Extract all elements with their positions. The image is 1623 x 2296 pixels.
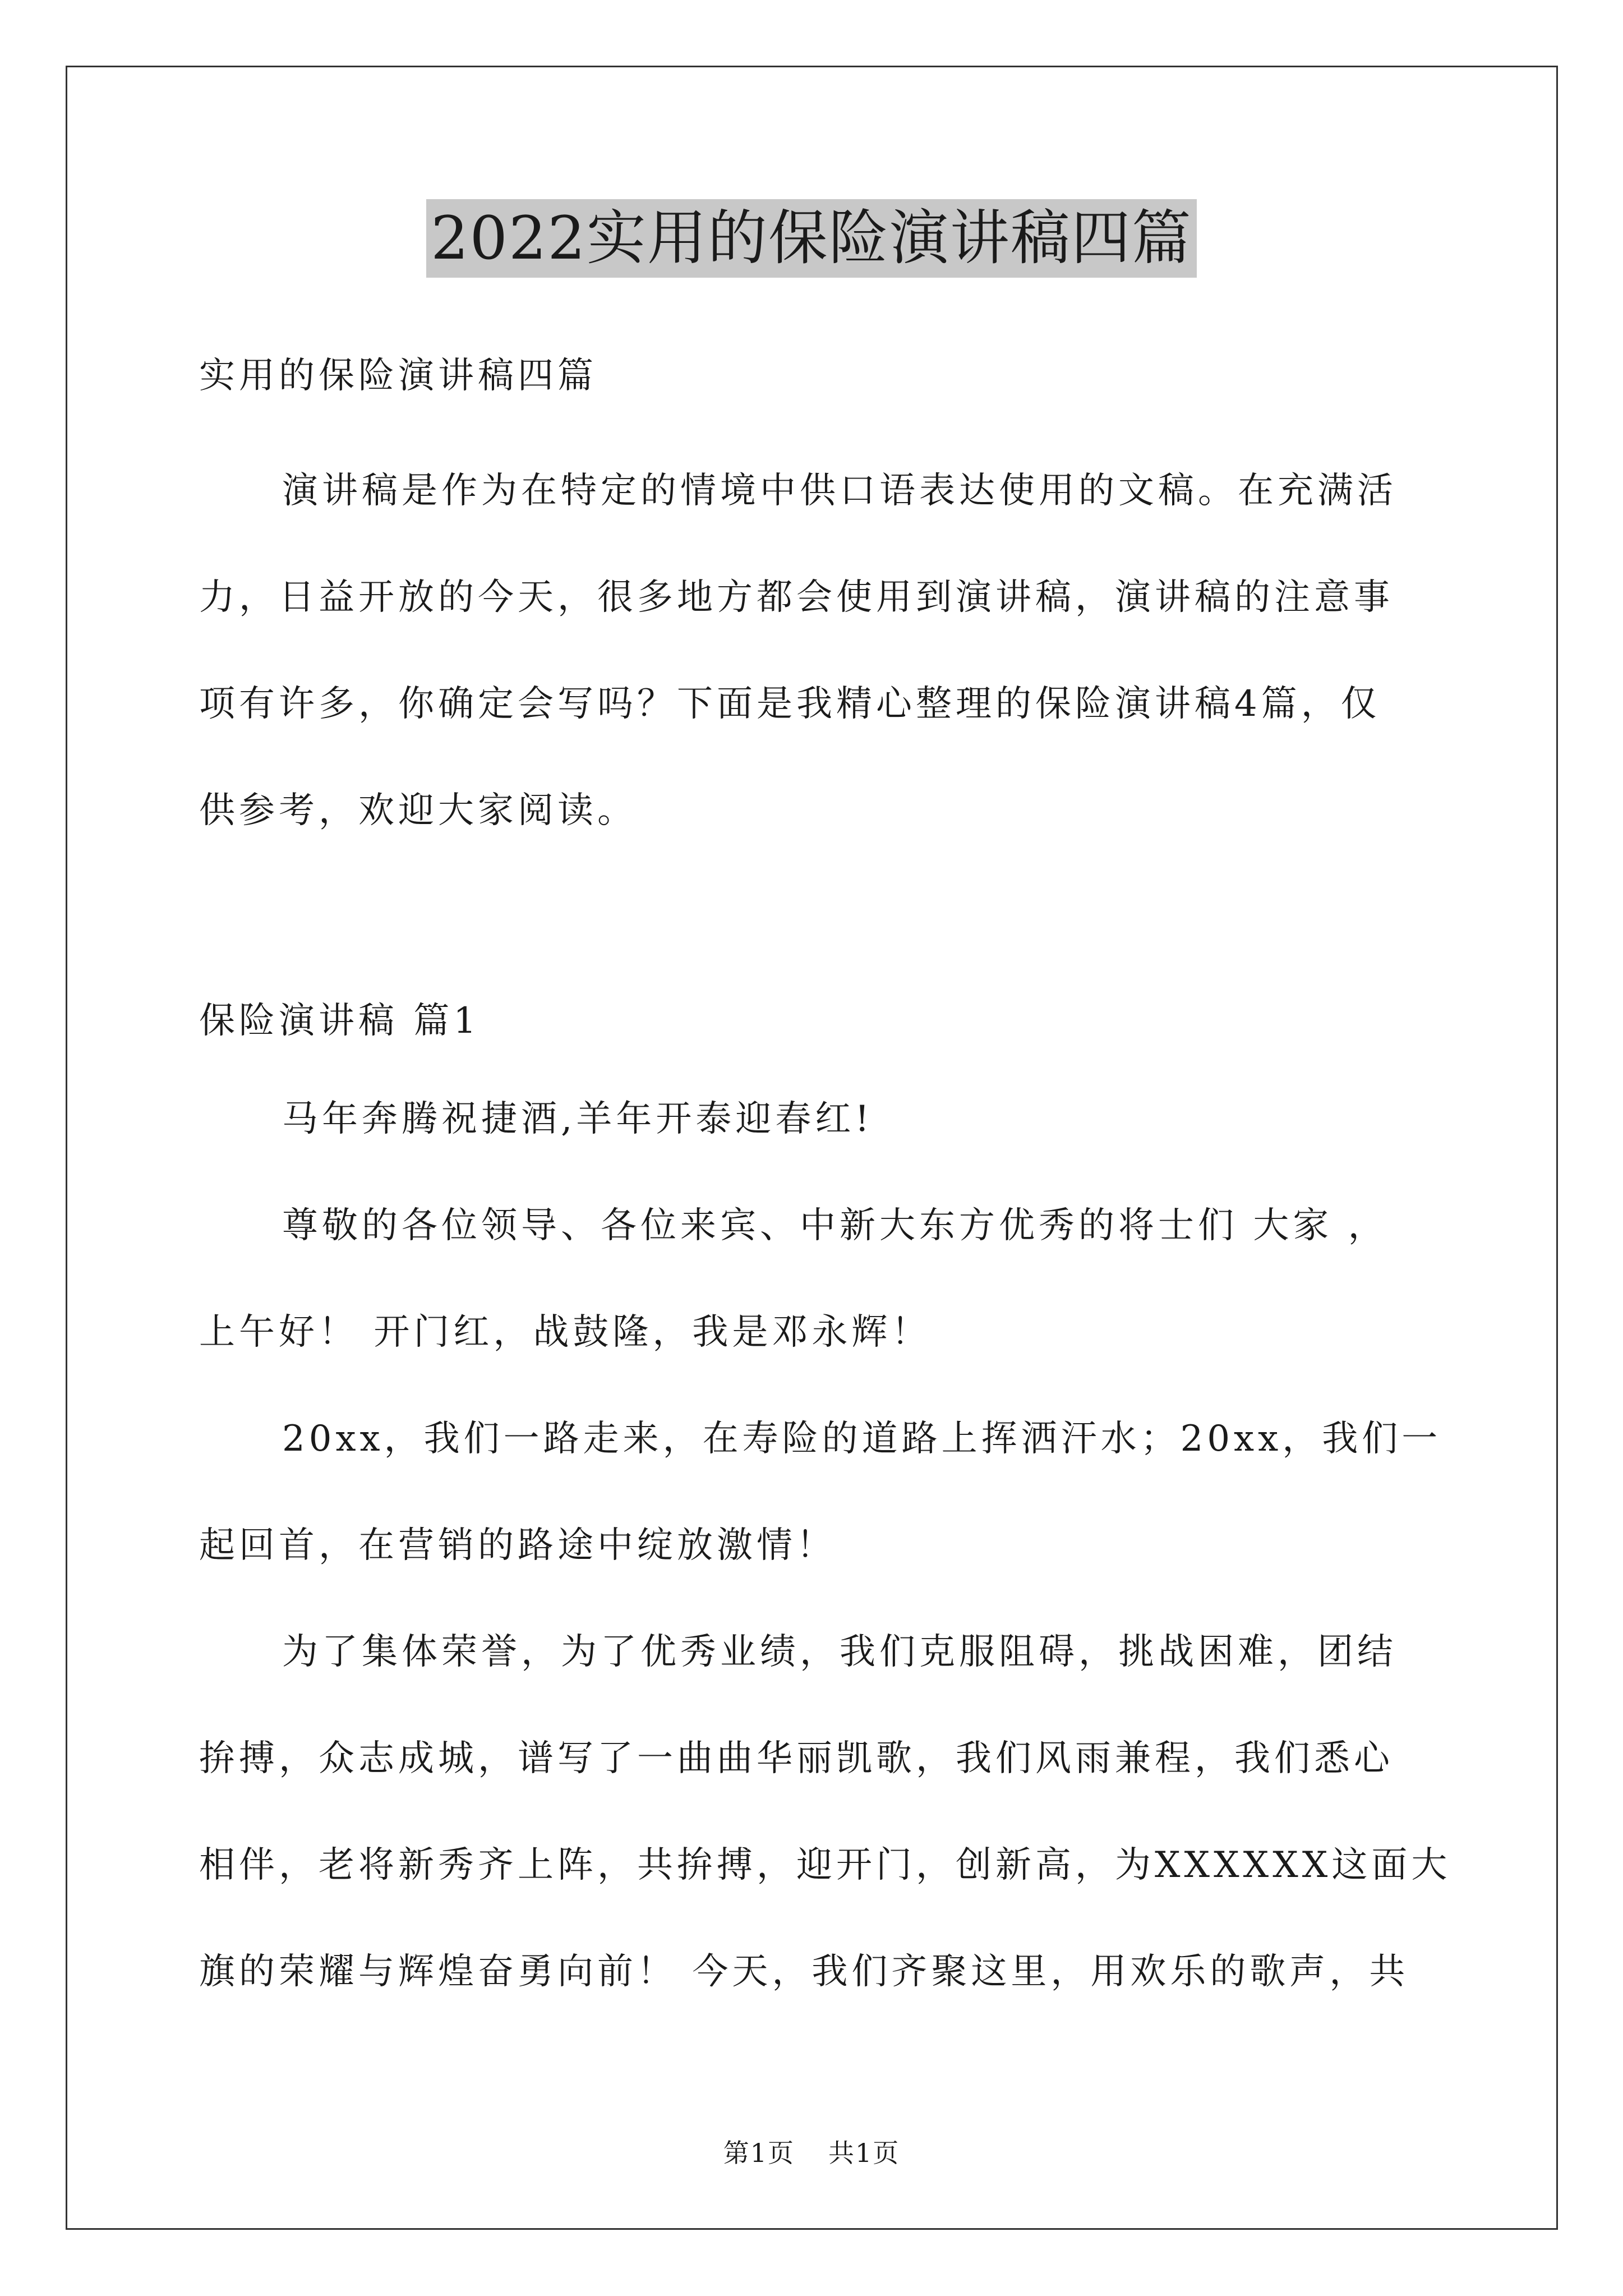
section-line: 拚搏，众志成城，谱写了一曲曲华丽凯歌，我们风雨兼程，我们悉心	[199, 1738, 1394, 1779]
section-line: 20xx，我们一路走来，在寿险的道路上挥洒汗水；20xx，我们一	[282, 1418, 1442, 1460]
section-line: 起回首，在营销的路途中绽放激情！	[199, 1525, 836, 1566]
intro-line: 力，日益开放的今天，很多地方都会使用到演讲稿，演讲稿的注意事	[199, 577, 1394, 618]
page-footer	[0, 2136, 1623, 2170]
section-line: 为了集体荣誉，为了优秀业绩，我们克服阻碍，挑战困难，团结	[282, 1631, 1397, 1673]
section-line: 旗的荣耀与辉煌奋勇向前！ 今天，我们齐聚这里，用欢乐的歌声，共	[199, 1951, 1409, 1993]
intro-line: 项有许多，你确定会写吗？下面是我精心整理的保险演讲稿4篇，仅	[199, 683, 1381, 725]
section-line: 上午好！ 开门红，战鼓隆，我是邓永辉！	[199, 1312, 932, 1353]
intro-line: 供参考，欢迎大家阅读。	[199, 790, 637, 831]
section-line: 尊敬的各位领导、各位来宾、中新大东方优秀的将士们 大家 ，	[282, 1205, 1388, 1246]
title-container	[0, 199, 1623, 278]
page-number: 第1页	[723, 2138, 795, 2168]
document-subtitle: 实用的保险演讲稿四篇	[199, 355, 597, 397]
intro-line: 演讲稿是作为在特定的情境中供口语表达使用的文稿。在充满活	[282, 470, 1397, 512]
section-line: 相伴，老将新秀齐上阵，共拚搏，迎开门，创新高，为XXXXXX这面大	[199, 1844, 1451, 1886]
section-heading: 保险演讲稿 篇1	[199, 1000, 481, 1042]
document-title: 2022实用的保险演讲稿四篇	[426, 199, 1197, 278]
section-line: 马年奔腾祝捷酒,羊年开泰迎春红!	[282, 1098, 874, 1140]
page-total: 共1页	[828, 2138, 900, 2168]
